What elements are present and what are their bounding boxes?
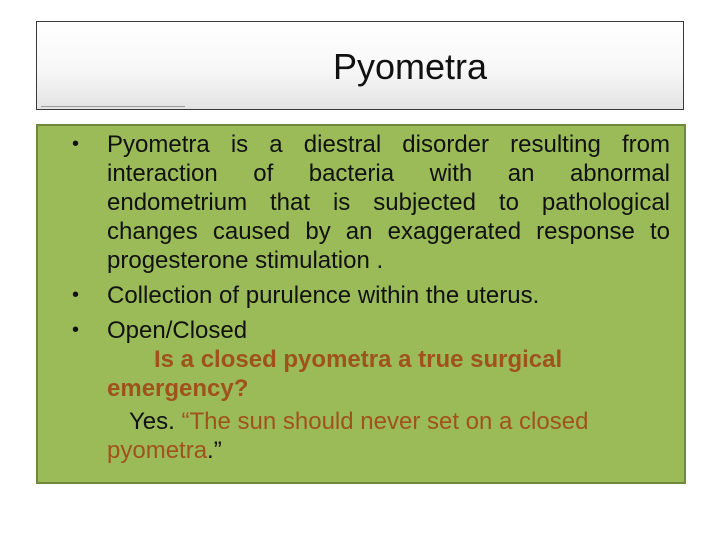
slide-title: Pyometra (332, 46, 488, 87)
answer-line-1 (72, 407, 670, 436)
bullet-icon: • (72, 284, 80, 306)
bullet-text-2: Collection of purulence within the uterus. (107, 282, 540, 309)
title-box (36, 21, 684, 110)
content-body (72, 130, 670, 465)
answer-line-2 (72, 436, 670, 465)
question-line-1: Is a closed pyometra a true surgical (154, 346, 563, 373)
answer-quote-2a: pyometra (107, 437, 208, 464)
question-line-2: emergency? (107, 375, 249, 402)
title-underline (41, 106, 185, 107)
bullet-text-1: Pyometra is a diestral disorder resulting from interaction of bacteria with an abnormal endometrium that is subjected to pathological changes caused by an exaggerated response to progesterone stimulation . (107, 131, 670, 274)
content-box (36, 124, 686, 484)
answer-quote-2b: .” (207, 437, 222, 464)
bullet-icon: • (72, 319, 80, 341)
bullet-list (72, 130, 670, 345)
list-item (72, 281, 670, 310)
list-item (72, 130, 670, 275)
bullet-icon: • (72, 133, 80, 155)
bullet-text-3: Open/Closed (107, 317, 248, 344)
answer-prefix: Yes. (129, 408, 175, 435)
question-block (72, 345, 670, 403)
list-item (72, 316, 670, 345)
answer-quote-1: “The sun should never set on a closed (181, 408, 589, 435)
answer-block (72, 407, 670, 465)
